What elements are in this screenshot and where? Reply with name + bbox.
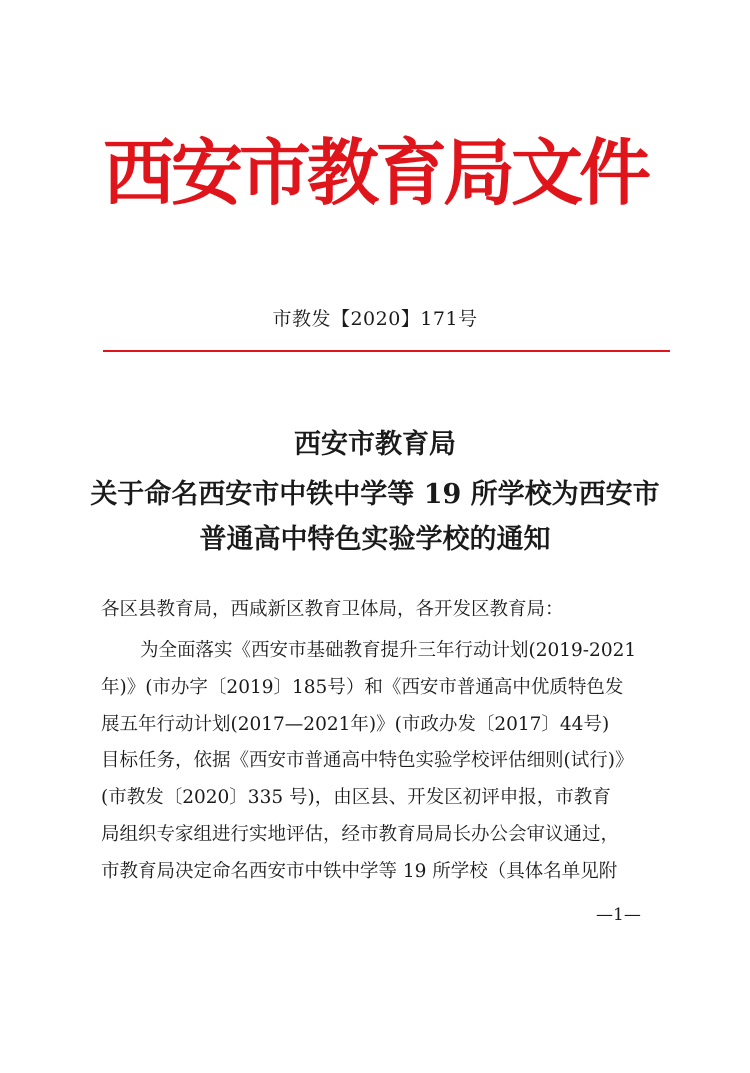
body-text-line: 市教育局决定命名西安市中铁中学等 19 所学校（具体名单见附 xyxy=(101,861,618,882)
notice-title-line-2: 关于命名西安市中铁中学等 19 所学校为西安市 xyxy=(90,479,660,510)
document-number: 市教发【2020】171号 xyxy=(272,308,478,330)
notice-title-line-3: 普通高中特色实验学校的通知 xyxy=(199,524,551,555)
body-text-line: 局组织专家组进行实地评估，经市教育局局长办公会审议通过， xyxy=(101,824,620,845)
body-text-line: 为全面落实《西安市基础教育提升三年行动计划(2019-2021 xyxy=(140,640,637,661)
notice-title-line-1: 西安市教育局 xyxy=(294,429,456,460)
salutation: 各区县教育局，西咸新区教育卫体局，各开发区教育局： xyxy=(101,599,564,620)
body-text-line: 年)》(市办字〔2019〕185号）和《西安市普通高中优质特色发 xyxy=(101,677,624,698)
document-header-title: 西安市教育局文件 xyxy=(102,130,647,215)
body-text-line: 展五年行动计划(2017—2021年)》(市政办发〔2017〕44号) xyxy=(101,714,610,735)
red-divider-line xyxy=(103,350,670,352)
body-text-line: (市教发〔2020〕335 号)，由区县、开发区初评申报，市教育 xyxy=(101,787,611,808)
body-text-line: 目标任务，依据《西安市普通高中特色实验学校评估细则(试行)》 xyxy=(101,750,634,771)
page-number: —1— xyxy=(596,905,641,925)
